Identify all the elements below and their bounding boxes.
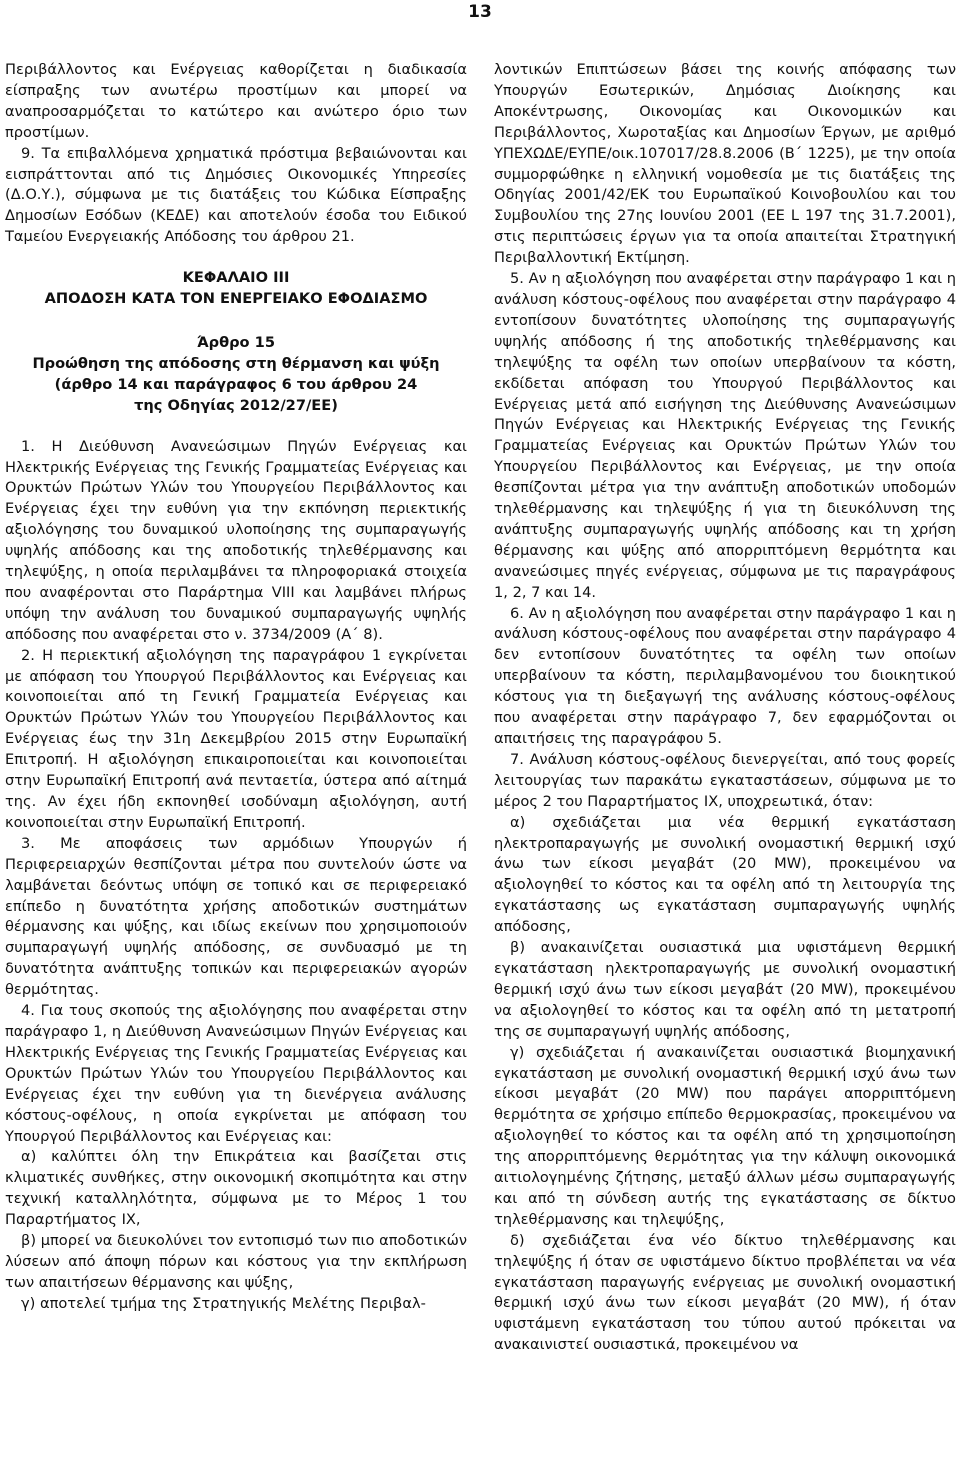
paragraph-4c: γ) αποτελεί τμήμα της Στρατηγικής Μελέτης Περιβαλ- bbox=[21, 1294, 426, 1312]
paragraph-7d: δ) σχεδιάζεται ένα νέο δίκτυο τηλεθέρμανσης και τηλεψύξης ή όταν σε υφιστάμενο δίκτυο προβλέπεται να νέα εγκατάσταση παραγωγής ενέργειας με συνολική ονομαστική θερμική ισχύ άνω των είκοσι μεγαβάτ (20 MW), ή όταν υφιστάμενη εγκατάσταση του τύπου αυτού πρόκειται να ανακαινιστεί ουσιαστικά, προκειμένου να bbox=[494, 1231, 956, 1354]
article-title-line-3: της Οδηγίας 2012/27/ΕΕ) bbox=[134, 396, 338, 414]
paragraph-4b: β) μπορεί να διευκολύνει τον εντοπισμό των πιο αποδοτικών λύσεων από άποψη πόρων και κόστους για την εκπλήρωση των απαιτήσεων θέρμανσης και ψύξης, bbox=[5, 1232, 467, 1291]
paragraph-item-9: 9. Τα επιβαλλόμενα χρηματικά πρόστιμα βεβαιώνονται και εισπράττονται από τις Δημόσιες Οικονομικές Υπηρεσίες (Δ.Ο.Υ.), σύμφωνα με τις διατάξεις του Κώδικα Είσπραξης Δημοσίων Εσόδων (ΚΕΔΕ) και αποτελούν έσοδα του Ειδικού Ταμείου Ενεργειακής Απόδοσης του άρθρου 21. bbox=[5, 144, 467, 246]
right-column bbox=[494, 60, 956, 1356]
article-title-line-1: Προώθηση της απόδοσης στη θέρμανση και ψύξη bbox=[32, 354, 440, 372]
paragraph-7c: γ) σχεδιάζεται ή ανακαινίζεται ουσιαστικά βιομηχανική εγκατάσταση με συνολική ονομαστική θερμική ισχύ άνω των είκοσι μεγαβάτ (20 MW) που παράγει απορριπτόμενη θερμότητα σε χρήσιμο επίπεδο θερμοκρασίας, προκειμένου να αξιολογηθεί το κόστος και τα οφέλη από τη χρησιμοποίηση της απορριπτόμενης θερμότητας για την κάλυψη οικονομικά αιτιολογημένης ζήτησης, μεταξύ άλλων μέσω συμπαραγωγής και από τη σύνδεση αυτής της εγκατάστασης σε δίκτυο τηλεθέρμανσης και τηλεψύξης, bbox=[494, 1043, 956, 1228]
paragraph-2: 2. Η περιεκτική αξιολόγηση της παραγράφου 1 εγκρίνεται με απόφαση του Υπουργού Περιβάλλοντος και Ενέργειας και κοινοποιείται από τη Γενική Γραμματεία Ενέργειας και Ορυκτών Πρώτων Υλών του Υπουργείου Περιβάλλοντος και Ενέργειας έως την 31η Δεκεμβρίου 2015 στην Ευρωπαϊκή Επιτροπή. Η αξιολόγηση επικαιροποιείται και κοινοποιείται στην Ευρωπαϊκή Επιτροπή ανά πενταετία, ύστερα από αίτημά της. Αν έχει ήδη εκπονηθεί ισοδύναμη αξιολόγηση, αυτή κοινοποιείται στην Ευρωπαϊκή Επιτροπή. bbox=[5, 646, 467, 831]
paragraph-5: 5. Αν η αξιολόγηση που αναφέρεται στην παράγραφο 1 και η ανάλυση κόστους-οφέλους που αναφέρεται στην παράγραφο 4 εντοπίσουν δυνατότητες υλοποίησης της συμπαραγωγής υψηλής απόδοσης ή της αποδοτικής τηλεθέρμανσης και τηλεψύξης τα οφέλη των οποίων υπερβαίνουν τα κόστη, εκδίδεται απόφαση του Υπουργού Περιβάλλοντος και Ενέργειας μετά από εισήγηση της Διεύθυνσης Ανανεώσιμων Πηγών Ενέργειας και Ηλεκτρικής Ενέργειας της Γενικής Γραμματείας Ενέργειας και Ορυκτών Πρώτων Υλών του Υπουργείου Περιβάλλοντος και Ενέργειας, με την οποία θεσπίζονται μέτρα για την ανάπτυξη αποδοτικών υποδομών τηλεθέρμανσης και τηλεψύξης ή για τη διευκόλυνση της ανάπτυξης συμπαραγωγής υψηλής απόδοσης και τη χρήση θέρμανσης και ψύξης από απορριπτόμενη θερμότητα και ανανεώσιμες πηγές ενέργειας, σύμφωνα με τις παραγράφους 1, 2, 7 και 14. bbox=[494, 270, 956, 601]
paragraph-7a: α) σχεδιάζεται μια νέα θερμική εγκατάσταση ηλεκτροπαραγωγής με συνολική ονομαστική θερμική ισχύ άνω των είκοσι μεγαβάτ (20 MW), προκειμένου να αξιολογηθεί το κόστος και τα οφέλη από τη λειτουργία της εγκατάστασης ως εγκατάσταση συμπαραγωγής υψηλής απόδοσης, bbox=[494, 813, 956, 936]
paragraph-intro: Περιβάλλοντος και Ενέργειας καθορίζεται η διαδικασία είσπραξης των ανωτέρω προστίμων και μπορεί να αναπροσαρμόζεται το κατώτερο και ανώτερο όριο των προστίμων. bbox=[5, 61, 467, 141]
article-number: Άρθρο 15 bbox=[197, 333, 275, 351]
paragraph-4: 4. Για τους σκοπούς της αξιολόγησης που αναφέρεται στην παράγραφο 1, η Διεύθυνση Ανανεώσιμων Πηγών Ενέργειας και Ηλεκτρικής Ενέργειας της Γενικής Γραμματείας Ενέργειας και Ορυκτών Πρώτων Υλών του Υπουργείου Περιβάλλοντος και Ενέργειας έχει την ευθύνη για τη διενέργεια ανάλυσης κόστους-οφέλους, η οποία εγκρίνεται με απόφαση του Υπουργού Περιβάλλοντος και Ενέργειας και: bbox=[5, 1002, 467, 1145]
paragraph-4a: α) καλύπτει όλη την Επικράτεια και βασίζεται στις κλιματικές συνθήκες, στην οικονομική σκοπιμότητα και στην τεχνική καταλληλότητα, σύμφωνα με το Μέρος 1 του Παραρτήματος IX, bbox=[5, 1148, 467, 1229]
page-number: 13 bbox=[468, 2, 492, 22]
left-column bbox=[5, 60, 467, 1315]
paragraph-6: 6. Αν η αξιολόγηση που αναφέρεται στην παράγραφο 1 και η ανάλυση κόστους-οφέλους που αναφέρεται στην παράγραφο 4 δεν εντοπίσουν δυνατότητες τα οφέλη των οποίων υπερβαίνουν τα κόστη, περιλαμβανομένου του διοικητικού κόστους για τη διεξαγωγή της ανάλυσης κόστους-οφέλους που αναφέρεται στην παράγραφο 7, δεν εφαρμόζονται οι απαιτήσεις της παραγράφου 5. bbox=[494, 604, 956, 747]
article-title-line-2: (άρθρο 14 και παράγραφος 6 του άρθρου 24 bbox=[54, 375, 418, 393]
paragraph-continuation: λοντικών Επιπτώσεων βάσει της κοινής απόφασης των Υπουργών Εσωτερικών, Δημόσιας Διοίκησης και Αποκέντρωσης, Οικονομίας και Οικονομικών και Περιβάλλοντος, Χωροταξίας και Δημοσίων Έργων, με αριθμό ΥΠΕΧΩΔΕ/ΕΥΠΕ/οικ.107017/28.8.2006 (Β΄ 1225), με την οποία συμμορφώθηκε η ελληνική νομοθεσία με τις διατάξεις της Οδηγίας 2001/42/ΕΚ του Ευρωπαϊκού Κοινοβουλίου και του Συμβουλίου της 27ης Ιουνίου 2001 (ΕΕ L 197 της 31.7.2001), στις περιπτώσεις έργων για τα οποία απαιτείται Στρατηγική Περιβαλλοντική Εκτίμηση. bbox=[494, 61, 956, 267]
chapter-number: ΚΕΦΑΛΑΙΟ ΙΙΙ bbox=[182, 269, 290, 287]
chapter-title: ΑΠΟΔΟΣΗ ΚΑΤΑ ΤΟΝ ΕΝΕΡΓΕΙΑΚΟ ΕΦΟΔΙΑΣΜΟ bbox=[44, 290, 428, 308]
paragraph-7: 7. Ανάλυση κόστους-οφέλους διενεργείται, από τους φορείς λειτουργίας των παρακάτω εγκαταστάσεων, σύμφωνα με το μέρος 2 του Παραρτήματος IX, υποχρεωτικά, όταν: bbox=[494, 750, 956, 810]
paragraph-1: 1. Η Διεύθυνση Ανανεώσιμων Πηγών Ενέργειας και Ηλεκτρικής Ενέργειας της Γενικής Γραμματείας Ενέργειας και Ορυκτών Πρώτων Υλών του Υπουργείου Περιβάλλοντος και Ενέργειας έχει την ευθύνη για την εκπόνηση περιεκτικής αξιολόγησης του δυναμικού υλοποίησης της συμπαραγωγής υψηλής απόδοσης και της αποδοτικής τηλεθέρμανσης και τηλεψύξης, η οποία περιλαμβάνει τα πληροφοριακά στοιχεία που αναφέρονται στο Παράρτημα VIII και λαμβάνει πλήρως υπόψη την ανάλυση του δυναμικού συμπαραγωγής υψηλής απόδοσης που αναφέρεται στο ν. 3734/2009 (Α΄ 8). bbox=[5, 437, 467, 643]
paragraph-3: 3. Με αποφάσεις των αρμόδιων Υπουργών ή Περιφερειαρχών θεσπίζονται μέτρα που συντελούν ώστε να λαμβάνεται δεόντως υπόψη σε τοπικό και σε περιφερειακό επίπεδο η δυνατότητα χρήσης αποδοτικών συστημάτων θέρμανσης και ψύξης, και ιδίως εκείνων που χρησιμοποιούν συμπαραγωγή υψηλής απόδοσης, σε συνδυασμό με τη δυνατότητα ανάπτυξης τοπικών και περιφερειακών αγορών θερμότητας. bbox=[5, 834, 467, 999]
chapter-heading bbox=[5, 268, 467, 416]
paragraph-7b: β) ανακαινίζεται ουσιαστικά μια υφιστάμενη θερμική εγκατάσταση ηλεκτροπαραγωγής με συνολική ονομαστική θερμική ισχύ άνω των είκοσι μεγαβάτ (20 MW), προκειμένου να αξιολογηθεί το κόστος και τα οφέλη από τη μετατροπή της σε συμπαραγωγή υψηλής απόδοσης, bbox=[494, 939, 956, 1040]
